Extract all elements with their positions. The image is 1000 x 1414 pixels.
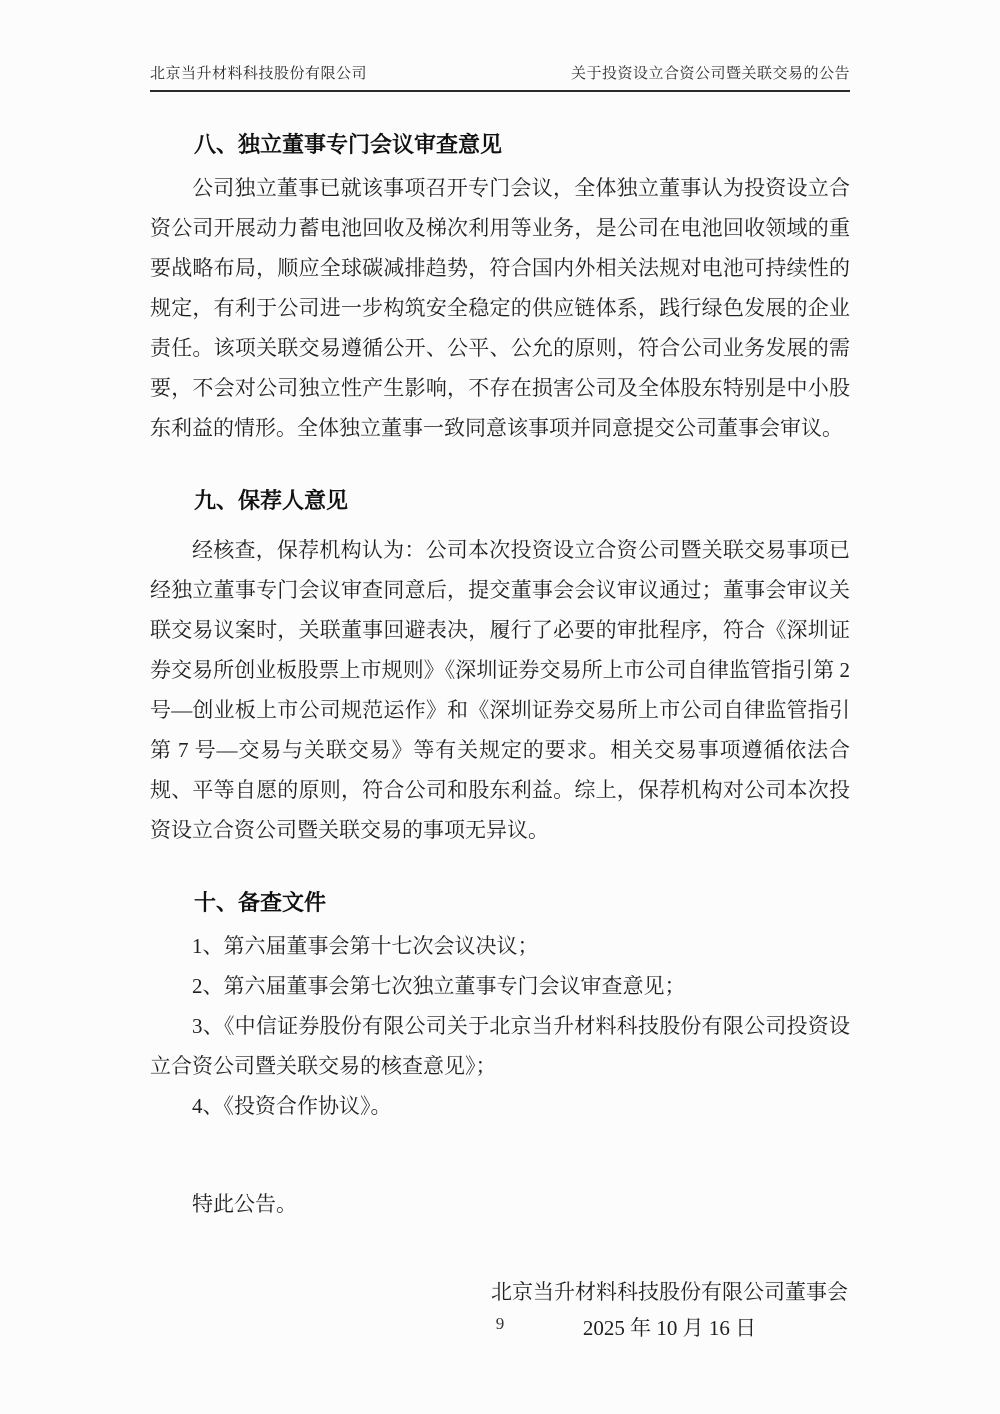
- page-number: 9: [495, 1314, 505, 1333]
- header-company-name: 北京当升材料科技股份有限公司: [150, 66, 368, 82]
- signature-signer: 北京当升材料科技股份有限公司董事会: [491, 1280, 848, 1304]
- closing-notice: 特此公告。: [192, 1192, 297, 1216]
- header-doc-title: 关于投资设立合资公司暨关联交易的公告: [570, 66, 850, 82]
- page-header: [150, 62, 850, 92]
- document-list-item-1: 1、第六届董事会第十七次会议决议；: [192, 934, 539, 958]
- signature-block: [491, 1274, 848, 1346]
- section-9-paragraph: 经核查，保荐机构认为：公司本次投资设立合资公司暨关联交易事项已经独立董事专门会议审查同意后，提交董事会会议审议通过；董事会审议关联交易议案时，关联董事回避表决，履行了必要的审批程序，符合《深圳证券交易所创业板股票上市规则》《深圳证券交易所上市公司自律监管指引第 2 号—创业板上市公司规范运作》和《深圳证券交易所上市公司自律监管指引第 7 号—交易与关联交易》等有关规定的要求。相关交易事项遵循依法合规、平等自愿的原则，符合公司和股东利益。综上，保荐机构对公司本次投资设立合资公司暨关联交易的事项无异议。: [150, 538, 850, 842]
- document-list-item-3: 3、《中信证券股份有限公司关于北京当升材料科技股份有限公司投资设立合资公司暨关联交易的核查意见》；: [150, 1014, 850, 1078]
- document-list-item-2: 2、第六届董事会第七次独立董事专门会议审查意见；: [192, 974, 686, 998]
- section-8-paragraph: 公司独立董事已就该事项召开专门会议，全体独立董事认为投资设立合资公司开展动力蓄电池回收及梯次利用等业务，是公司在电池回收领域的重要战略布局，顺应全球碳减排趋势，符合国内外相关法规对电池可持续性的规定，有利于公司进一步构筑安全稳定的供应链体系，践行绿色发展的企业责任。该项关联交易遵循公开、公平、公允的原则，符合公司业务发展的需要，不会对公司独立性产生影响，不存在损害公司及全体股东特别是中小股东利益的情形。全体独立董事一致同意该事项并同意提交公司董事会审议。: [150, 176, 850, 440]
- section-9-title: 九、保荐人意见: [194, 488, 349, 513]
- section-8-title: 八、独立董事专门会议审查意见: [194, 132, 503, 157]
- section-10-title: 十、备查文件: [194, 890, 327, 915]
- signature-date: 2025 年 10 月 16 日: [582, 1316, 757, 1340]
- document-body: [150, 130, 850, 1346]
- document-list-item-4: 4、《投资合作协议》。: [192, 1094, 392, 1118]
